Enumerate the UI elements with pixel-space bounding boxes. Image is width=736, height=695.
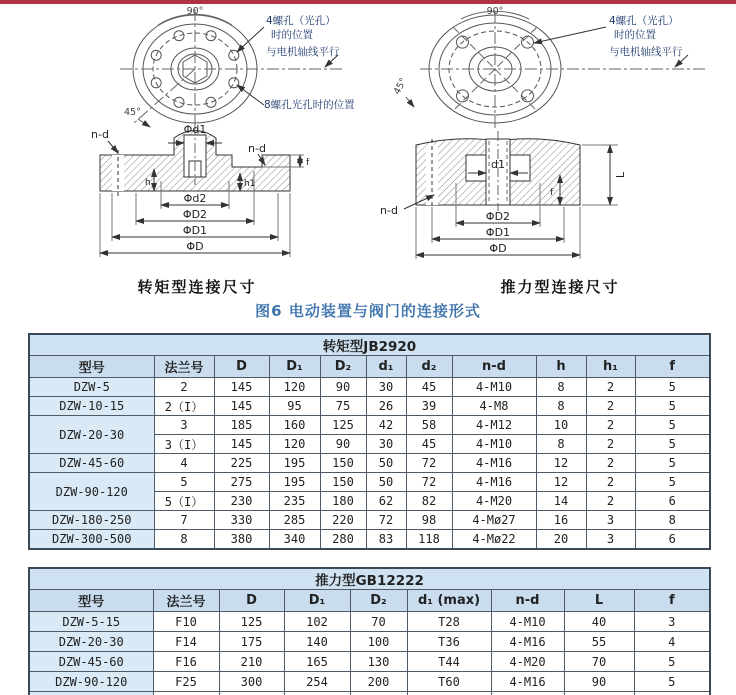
column-header: 型号 [29, 590, 153, 612]
table-cell: 4-M8 [452, 397, 536, 416]
table-cell: 45 [406, 435, 452, 454]
table-row [29, 454, 710, 473]
table-cell: 230 [214, 492, 269, 511]
table-cell: 5 [634, 672, 710, 692]
column-header: d₂ [406, 356, 452, 378]
table-cell: 4-M10 [452, 435, 536, 454]
table-header-row [29, 356, 710, 378]
column-header: D₁ [284, 590, 350, 612]
column-header: d₁ [366, 356, 406, 378]
column-header: D [214, 356, 269, 378]
table-cell: 380 [214, 530, 269, 549]
table-cell [634, 692, 710, 695]
table-cell: 83 [366, 530, 406, 549]
dim-f-label: f [550, 188, 554, 198]
table-cell: 280 [320, 530, 366, 549]
table-cell: 4-M20 [491, 652, 564, 672]
column-header: D [219, 590, 284, 612]
dim-D-label: ΦD [489, 242, 507, 255]
table-cell: 58 [406, 416, 452, 435]
table-cell: 12 [536, 454, 586, 473]
table-cell [491, 692, 564, 695]
table-cell: 95 [269, 397, 320, 416]
table-cell: 3 [586, 511, 635, 530]
annotation-4holes-line1: 4螺孔（光孔） [266, 15, 336, 27]
table-cell: 2 [586, 454, 635, 473]
table-cell: 50 [366, 473, 406, 492]
dim-d1-label: Φd1 [183, 123, 207, 136]
model-cell: DZW-90-120 [29, 672, 153, 692]
table-cell: 39 [406, 397, 452, 416]
table-cell: 225 [214, 454, 269, 473]
table-header-row [29, 590, 710, 612]
dim-D2-label: ΦD2 [485, 210, 511, 223]
dim-nd-left-label: n-d [91, 128, 109, 141]
table-title: 转矩型JB2920 [29, 334, 710, 356]
table-cell: 195 [269, 473, 320, 492]
table-cell: 235 [269, 492, 320, 511]
table-cell: 50 [366, 454, 406, 473]
table-cell: 55 [564, 632, 634, 652]
table-row [29, 652, 710, 672]
model-cell: DZW-20-30 [29, 632, 153, 652]
table-cell: 130 [350, 652, 407, 672]
table-row [29, 672, 710, 692]
table-cell: 8 [154, 530, 214, 549]
dim-d1-label: d1 [491, 158, 505, 171]
model-cell: DZW-45-60 [29, 652, 153, 672]
column-header: D₂ [320, 356, 366, 378]
table-cell: 8 [536, 378, 586, 397]
table-cell: 98 [406, 511, 452, 530]
table-cell: 4-M20 [452, 492, 536, 511]
table-row [29, 397, 710, 416]
figure-caption: 图6 电动装置与阀门的连接形式 [255, 302, 481, 320]
table-cell: 45 [406, 378, 452, 397]
table-cell: 40 [564, 612, 634, 632]
column-header: 法兰号 [153, 590, 219, 612]
table-cell: 82 [406, 492, 452, 511]
table-cell: 145 [214, 378, 269, 397]
table-cell: 2 [586, 378, 635, 397]
torque-diagram-caption: 转矩型连接尺寸 [137, 278, 257, 296]
angle-45-label: 45° [124, 107, 141, 118]
table-cell: 3 [586, 530, 635, 549]
table-cell [564, 692, 634, 695]
table-cell: 285 [269, 511, 320, 530]
column-header: f [635, 356, 710, 378]
column-header: D₁ [269, 356, 320, 378]
table-cell: 4-M10 [491, 612, 564, 632]
table-cell: 5 [634, 652, 710, 672]
angle-90-label: 90° [486, 6, 504, 17]
table-cell: 210 [219, 652, 284, 672]
table-cell: 300 [219, 672, 284, 692]
table-cell: 4-Mø22 [452, 530, 536, 549]
table-cell: F10 [153, 612, 219, 632]
table-cell: 145 [214, 435, 269, 454]
table-cell: 42 [366, 416, 406, 435]
table-cell: 90 [320, 435, 366, 454]
table-cell: 70 [564, 652, 634, 672]
column-header: n-d [491, 590, 564, 612]
table-cell [219, 692, 284, 695]
model-cell: DZW-90-120 [29, 473, 154, 511]
table-cell: 4-M16 [452, 473, 536, 492]
table-cell: 8 [536, 435, 586, 454]
table-row [29, 612, 710, 632]
table-cell: 6 [635, 492, 710, 511]
table-cell: 195 [269, 454, 320, 473]
dim-h1-label: h1 [244, 179, 256, 189]
dim-nd-label: n-d [380, 204, 398, 217]
table-cell: 4-M16 [452, 454, 536, 473]
flange-top-view [406, 11, 708, 129]
table-cell: 102 [284, 612, 350, 632]
column-header: D₂ [350, 590, 407, 612]
table-cell: 175 [219, 632, 284, 652]
table-cell: 10 [536, 416, 586, 435]
table-cell: 72 [406, 454, 452, 473]
table-cell: 90 [564, 672, 634, 692]
table-cell: 180 [320, 492, 366, 511]
table-cell: 20 [536, 530, 586, 549]
table-cell: 185 [214, 416, 269, 435]
dim-D1-label: ΦD1 [485, 226, 511, 239]
table-cell: 200 [350, 672, 407, 692]
table-cell: 3（I） [154, 435, 214, 454]
table-cell: 5 [154, 473, 214, 492]
table-cell: 2 [586, 473, 635, 492]
table-cell: 275 [214, 473, 269, 492]
table-cell: 4-M10 [452, 378, 536, 397]
table-cell: 2 [586, 435, 635, 454]
annotation-8holes: 8螺孔光孔时的位置 [264, 99, 355, 111]
dim-f-label: f [306, 158, 310, 168]
dim-h-label: h [145, 178, 151, 188]
table-cell: 5 [635, 378, 710, 397]
table-cell: 5 [635, 435, 710, 454]
column-header: 型号 [29, 356, 154, 378]
table-cell: 30 [366, 378, 406, 397]
table-title-row [29, 334, 710, 356]
table-cell: 12 [536, 473, 586, 492]
annotation-4holes-line1: 4螺孔（光孔） [609, 15, 679, 27]
table-cell: 120 [269, 378, 320, 397]
table-cell: T36 [407, 632, 491, 652]
table-cell: 2 [154, 378, 214, 397]
table-row-partial [29, 692, 710, 695]
table-cell: 165 [284, 652, 350, 672]
table-cell: 62 [366, 492, 406, 511]
model-cell: DZW-10-15 [29, 397, 154, 416]
table-cell [407, 692, 491, 695]
table-cell: 8 [536, 397, 586, 416]
flange-section-view [404, 131, 618, 259]
table-cell: T60 [407, 672, 491, 692]
table-cell: F25 [153, 672, 219, 692]
table-title-row [29, 568, 710, 590]
table-row [29, 473, 710, 492]
dim-D1-label: ΦD1 [182, 224, 208, 237]
column-header: h [536, 356, 586, 378]
table-cell: 7 [154, 511, 214, 530]
table-title: 推力型GB12222 [29, 568, 710, 590]
table-cell: 8 [635, 511, 710, 530]
column-header: L [564, 590, 634, 612]
table-cell: 2 [586, 397, 635, 416]
dim-nd-right-label: n-d [248, 142, 266, 155]
table-row [29, 530, 710, 549]
table-row [29, 416, 710, 435]
table-cell: 2 [586, 416, 635, 435]
column-header: d₁ (max) [407, 590, 491, 612]
table-cell: 120 [269, 435, 320, 454]
table-row [29, 378, 710, 397]
model-cell: DZW-45-60 [29, 454, 154, 473]
model-cell: DZW-20-30 [29, 416, 154, 454]
column-header: h₁ [586, 356, 635, 378]
table-cell: 4 [634, 632, 710, 652]
table-cell: 14 [536, 492, 586, 511]
table-cell: 100 [350, 632, 407, 652]
flange-top-view [120, 9, 344, 133]
table-cell: 26 [366, 397, 406, 416]
table-cell: 5 [635, 473, 710, 492]
table-cell: 4-M12 [452, 416, 536, 435]
table-cell: 145 [214, 397, 269, 416]
table-cell: 4 [154, 454, 214, 473]
table-cell: 30 [366, 435, 406, 454]
dim-D2-label: ΦD2 [182, 208, 208, 221]
table-cell: 125 [219, 612, 284, 632]
table-cell: 2 [586, 492, 635, 511]
table-cell: F14 [153, 632, 219, 652]
table-cell [284, 692, 350, 695]
table-cell: 254 [284, 672, 350, 692]
table-cell [29, 692, 153, 695]
column-header: n-d [452, 356, 536, 378]
model-cell: DZW-5 [29, 378, 154, 397]
dim-D-label: ΦD [186, 240, 204, 253]
table-cell: 70 [350, 612, 407, 632]
table-cell: 150 [320, 454, 366, 473]
table-cell: 340 [269, 530, 320, 549]
table-cell: 3 [154, 416, 214, 435]
table-cell: F16 [153, 652, 219, 672]
table-cell: 220 [320, 511, 366, 530]
thrust-table [28, 567, 711, 695]
table-cell: 2（I） [154, 397, 214, 416]
table-cell: 72 [406, 473, 452, 492]
column-header: f [634, 590, 710, 612]
table-cell: T44 [407, 652, 491, 672]
annotation-parallel: 与电机轴线平行 [266, 46, 340, 58]
table-cell [153, 692, 219, 695]
table-cell: 140 [284, 632, 350, 652]
torque-table [28, 333, 711, 550]
table-cell: 5 [635, 397, 710, 416]
flange-section-view [100, 125, 304, 257]
dim-L-label: L [614, 171, 627, 179]
torque-connection-diagram [8, 5, 368, 271]
table-cell: 72 [366, 511, 406, 530]
top-red-bar [0, 0, 736, 4]
annotation-4holes-line2: 时的位置 [271, 29, 313, 41]
annotation-4holes-line2: 时的位置 [614, 29, 656, 41]
table-cell: T28 [407, 612, 491, 632]
table-cell: 118 [406, 530, 452, 549]
table-cell: 5 [635, 454, 710, 473]
table-cell: 5 [635, 416, 710, 435]
table-cell: 5（I） [154, 492, 214, 511]
annotation-parallel: 与电机轴线平行 [609, 46, 683, 58]
table-cell: 16 [536, 511, 586, 530]
dim-d2-label: Φd2 [183, 192, 207, 205]
thrust-diagram-caption: 推力型连接尺寸 [500, 278, 620, 296]
model-cell: DZW-300-500 [29, 530, 154, 549]
model-cell: DZW-5-15 [29, 612, 153, 632]
table-cell: 75 [320, 397, 366, 416]
model-cell: DZW-180-250 [29, 511, 154, 530]
thrust-connection-diagram [368, 5, 730, 271]
column-header: 法兰号 [154, 356, 214, 378]
table-cell: 4-Mø27 [452, 511, 536, 530]
angle-90-label: 90° [186, 6, 204, 17]
table-cell: 125 [320, 416, 366, 435]
table-cell: 90 [320, 378, 366, 397]
table-cell: 4-M16 [491, 632, 564, 652]
table-cell: 160 [269, 416, 320, 435]
table-cell: 330 [214, 511, 269, 530]
table-cell: 4-M16 [491, 672, 564, 692]
table-row [29, 632, 710, 652]
table-cell [350, 692, 407, 695]
table-cell: 6 [635, 530, 710, 549]
angle-45-label: 45° [391, 76, 410, 97]
table-row [29, 511, 710, 530]
table-cell: 3 [634, 612, 710, 632]
table-cell: 150 [320, 473, 366, 492]
